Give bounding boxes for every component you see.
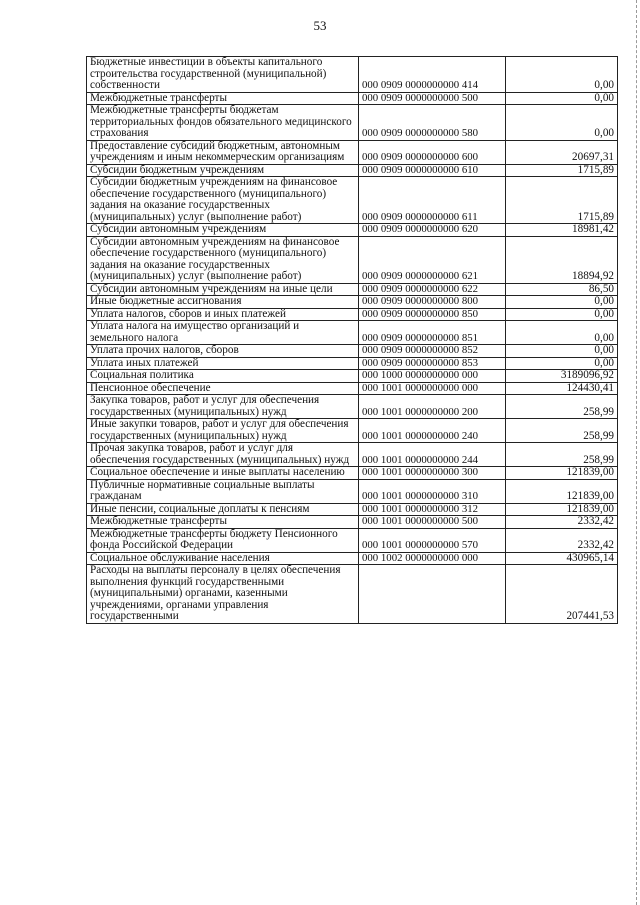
row-amount-cell: 0,00 — [506, 105, 618, 141]
row-amount-cell: 0,00 — [506, 296, 618, 309]
table-row — [87, 308, 618, 321]
scan-edge — [635, 0, 637, 905]
row-code-cell: 000 0909 0000000000 852 — [359, 345, 506, 358]
row-name-cell: Иные пенсии, социальные доплаты к пенсиям — [87, 503, 359, 516]
row-code-cell: 000 0909 0000000000 851 — [359, 321, 506, 345]
row-name-cell: Межбюджетные трансферты бюджету Пенсионного фонда Российской Федерации — [87, 528, 359, 552]
row-code-cell: 000 0909 0000000000 610 — [359, 164, 506, 177]
row-code-cell: 000 0909 0000000000 800 — [359, 296, 506, 309]
row-name-cell: Социальное обслуживание населения — [87, 552, 359, 565]
row-amount-cell: 18894,92 — [506, 236, 618, 283]
page-number: 53 — [313, 18, 327, 33]
row-code-cell: 000 1002 0000000000 000 — [359, 552, 506, 565]
row-name-cell: Прочая закупка товаров, работ и услуг для обеспечения государственных (муниципальных) нужд — [87, 443, 359, 467]
budget-table — [86, 56, 618, 624]
row-code-cell: 000 1001 0000000000 244 — [359, 443, 506, 467]
row-name-cell: Уплата налога на имущество организаций и земельного налога — [87, 321, 359, 345]
row-code-cell: 000 0909 0000000000 853 — [359, 357, 506, 370]
row-name-cell: Субсидии автономным учреждениям на иные цели — [87, 283, 359, 296]
row-amount-cell: 0,00 — [506, 321, 618, 345]
table-row — [87, 345, 618, 358]
row-name-cell: Социальная политика — [87, 370, 359, 383]
row-name-cell: Иные бюджетные ассигнования — [87, 296, 359, 309]
table-row — [87, 296, 618, 309]
row-amount-cell: 86,50 — [506, 283, 618, 296]
row-name-cell: Уплата иных платежей — [87, 357, 359, 370]
table-row — [87, 224, 618, 237]
row-name-cell: Предоставление субсидий бюджетным, автономным учреждениям и иным некоммерческим организациям — [87, 140, 359, 164]
row-code-cell: 000 1001 0000000000 000 — [359, 382, 506, 395]
row-name-cell: Уплата прочих налогов, сборов — [87, 345, 359, 358]
row-name-cell: Иные закупки товаров, работ и услуг для обеспечения государственных (муниципальных) нужд — [87, 419, 359, 443]
table-row — [87, 552, 618, 565]
table-row — [87, 177, 618, 224]
row-amount-cell: 258,99 — [506, 395, 618, 419]
table-row — [87, 236, 618, 283]
table-row — [87, 528, 618, 552]
row-code-cell: 000 1000 0000000000 000 — [359, 370, 506, 383]
row-name-cell: Субсидии бюджетным учреждениям на финансовое обеспечение государственного (муниципального) задания на оказание государственных (муниципальных) услуг (выполнение работ) — [87, 177, 359, 224]
row-name-cell: Межбюджетные трансферты бюджетам территориальных фондов обязательного медицинского страхования — [87, 105, 359, 141]
table-row — [87, 395, 618, 419]
row-amount-cell: 124430,41 — [506, 382, 618, 395]
row-amount-cell: 1715,89 — [506, 177, 618, 224]
row-amount-cell: 121839,00 — [506, 503, 618, 516]
row-amount-cell: 207441,53 — [506, 565, 618, 624]
row-amount-cell: 121839,00 — [506, 479, 618, 503]
table-row — [87, 357, 618, 370]
row-name-cell: Субсидии автономным учреждениям на финансовое обеспечение государственного (муниципального) задания на оказание государственных (муниципальных) услуг (выполнение работ) — [87, 236, 359, 283]
row-code-cell: 000 1001 0000000000 500 — [359, 516, 506, 529]
row-amount-cell: 0,00 — [506, 357, 618, 370]
row-name-cell: Субсидии автономным учреждениям — [87, 224, 359, 237]
row-code-cell: 000 0909 0000000000 414 — [359, 57, 506, 93]
table-row — [87, 105, 618, 141]
table-row — [87, 467, 618, 480]
row-name-cell: Пенсионное обеспечение — [87, 382, 359, 395]
row-amount-cell: 121839,00 — [506, 467, 618, 480]
row-code-cell: 000 0909 0000000000 500 — [359, 92, 506, 105]
row-code-cell — [359, 565, 506, 624]
row-code-cell: 000 0909 0000000000 620 — [359, 224, 506, 237]
table-row — [87, 503, 618, 516]
row-name-cell: Расходы на выплаты персоналу в целях обеспечения выполнения функций государственными (муниципальными) органами, казенными учреждениями, органами управления государственными — [87, 565, 359, 624]
table-row — [87, 382, 618, 395]
table-row — [87, 92, 618, 105]
row-name-cell: Межбюджетные трансферты — [87, 516, 359, 529]
row-code-cell: 000 1001 0000000000 240 — [359, 419, 506, 443]
row-name-cell: Публичные нормативные социальные выплаты гражданам — [87, 479, 359, 503]
row-code-cell: 000 0909 0000000000 600 — [359, 140, 506, 164]
row-name-cell: Закупка товаров, работ и услуг для обеспечения государственных (муниципальных) нужд — [87, 395, 359, 419]
table-row — [87, 443, 618, 467]
table-row — [87, 516, 618, 529]
row-code-cell: 000 0909 0000000000 580 — [359, 105, 506, 141]
row-code-cell: 000 0909 0000000000 850 — [359, 308, 506, 321]
row-amount-cell: 3189096,92 — [506, 370, 618, 383]
row-amount-cell: 0,00 — [506, 92, 618, 105]
table-row — [87, 565, 618, 624]
table-row — [87, 321, 618, 345]
row-amount-cell: 18981,42 — [506, 224, 618, 237]
row-amount-cell: 1715,89 — [506, 164, 618, 177]
table-row — [87, 419, 618, 443]
table-row — [87, 140, 618, 164]
table-row — [87, 57, 618, 93]
row-amount-cell: 20697,31 — [506, 140, 618, 164]
budget-table-body — [87, 57, 618, 624]
row-name-cell: Бюджетные инвестиции в объекты капитального строительства государственной (муниципальной) собственности — [87, 57, 359, 93]
row-amount-cell: 258,99 — [506, 419, 618, 443]
row-code-cell: 000 1001 0000000000 310 — [359, 479, 506, 503]
row-amount-cell: 258,99 — [506, 443, 618, 467]
table-row — [87, 370, 618, 383]
row-name-cell: Межбюджетные трансферты — [87, 92, 359, 105]
row-amount-cell: 2332,42 — [506, 516, 618, 529]
row-code-cell: 000 1001 0000000000 300 — [359, 467, 506, 480]
row-code-cell: 000 0909 0000000000 611 — [359, 177, 506, 224]
row-code-cell: 000 0909 0000000000 622 — [359, 283, 506, 296]
row-code-cell: 000 0909 0000000000 621 — [359, 236, 506, 283]
row-name-cell: Социальное обеспечение и иные выплаты населению — [87, 467, 359, 480]
row-amount-cell: 2332,42 — [506, 528, 618, 552]
row-code-cell: 000 1001 0000000000 200 — [359, 395, 506, 419]
table-row — [87, 283, 618, 296]
row-code-cell: 000 1001 0000000000 312 — [359, 503, 506, 516]
row-name-cell: Уплата налогов, сборов и иных платежей — [87, 308, 359, 321]
row-amount-cell: 430965,14 — [506, 552, 618, 565]
table-row — [87, 479, 618, 503]
row-code-cell: 000 1001 0000000000 570 — [359, 528, 506, 552]
row-name-cell: Субсидии бюджетным учреждениям — [87, 164, 359, 177]
row-amount-cell: 0,00 — [506, 345, 618, 358]
table-row — [87, 164, 618, 177]
row-amount-cell: 0,00 — [506, 57, 618, 93]
row-amount-cell: 0,00 — [506, 308, 618, 321]
